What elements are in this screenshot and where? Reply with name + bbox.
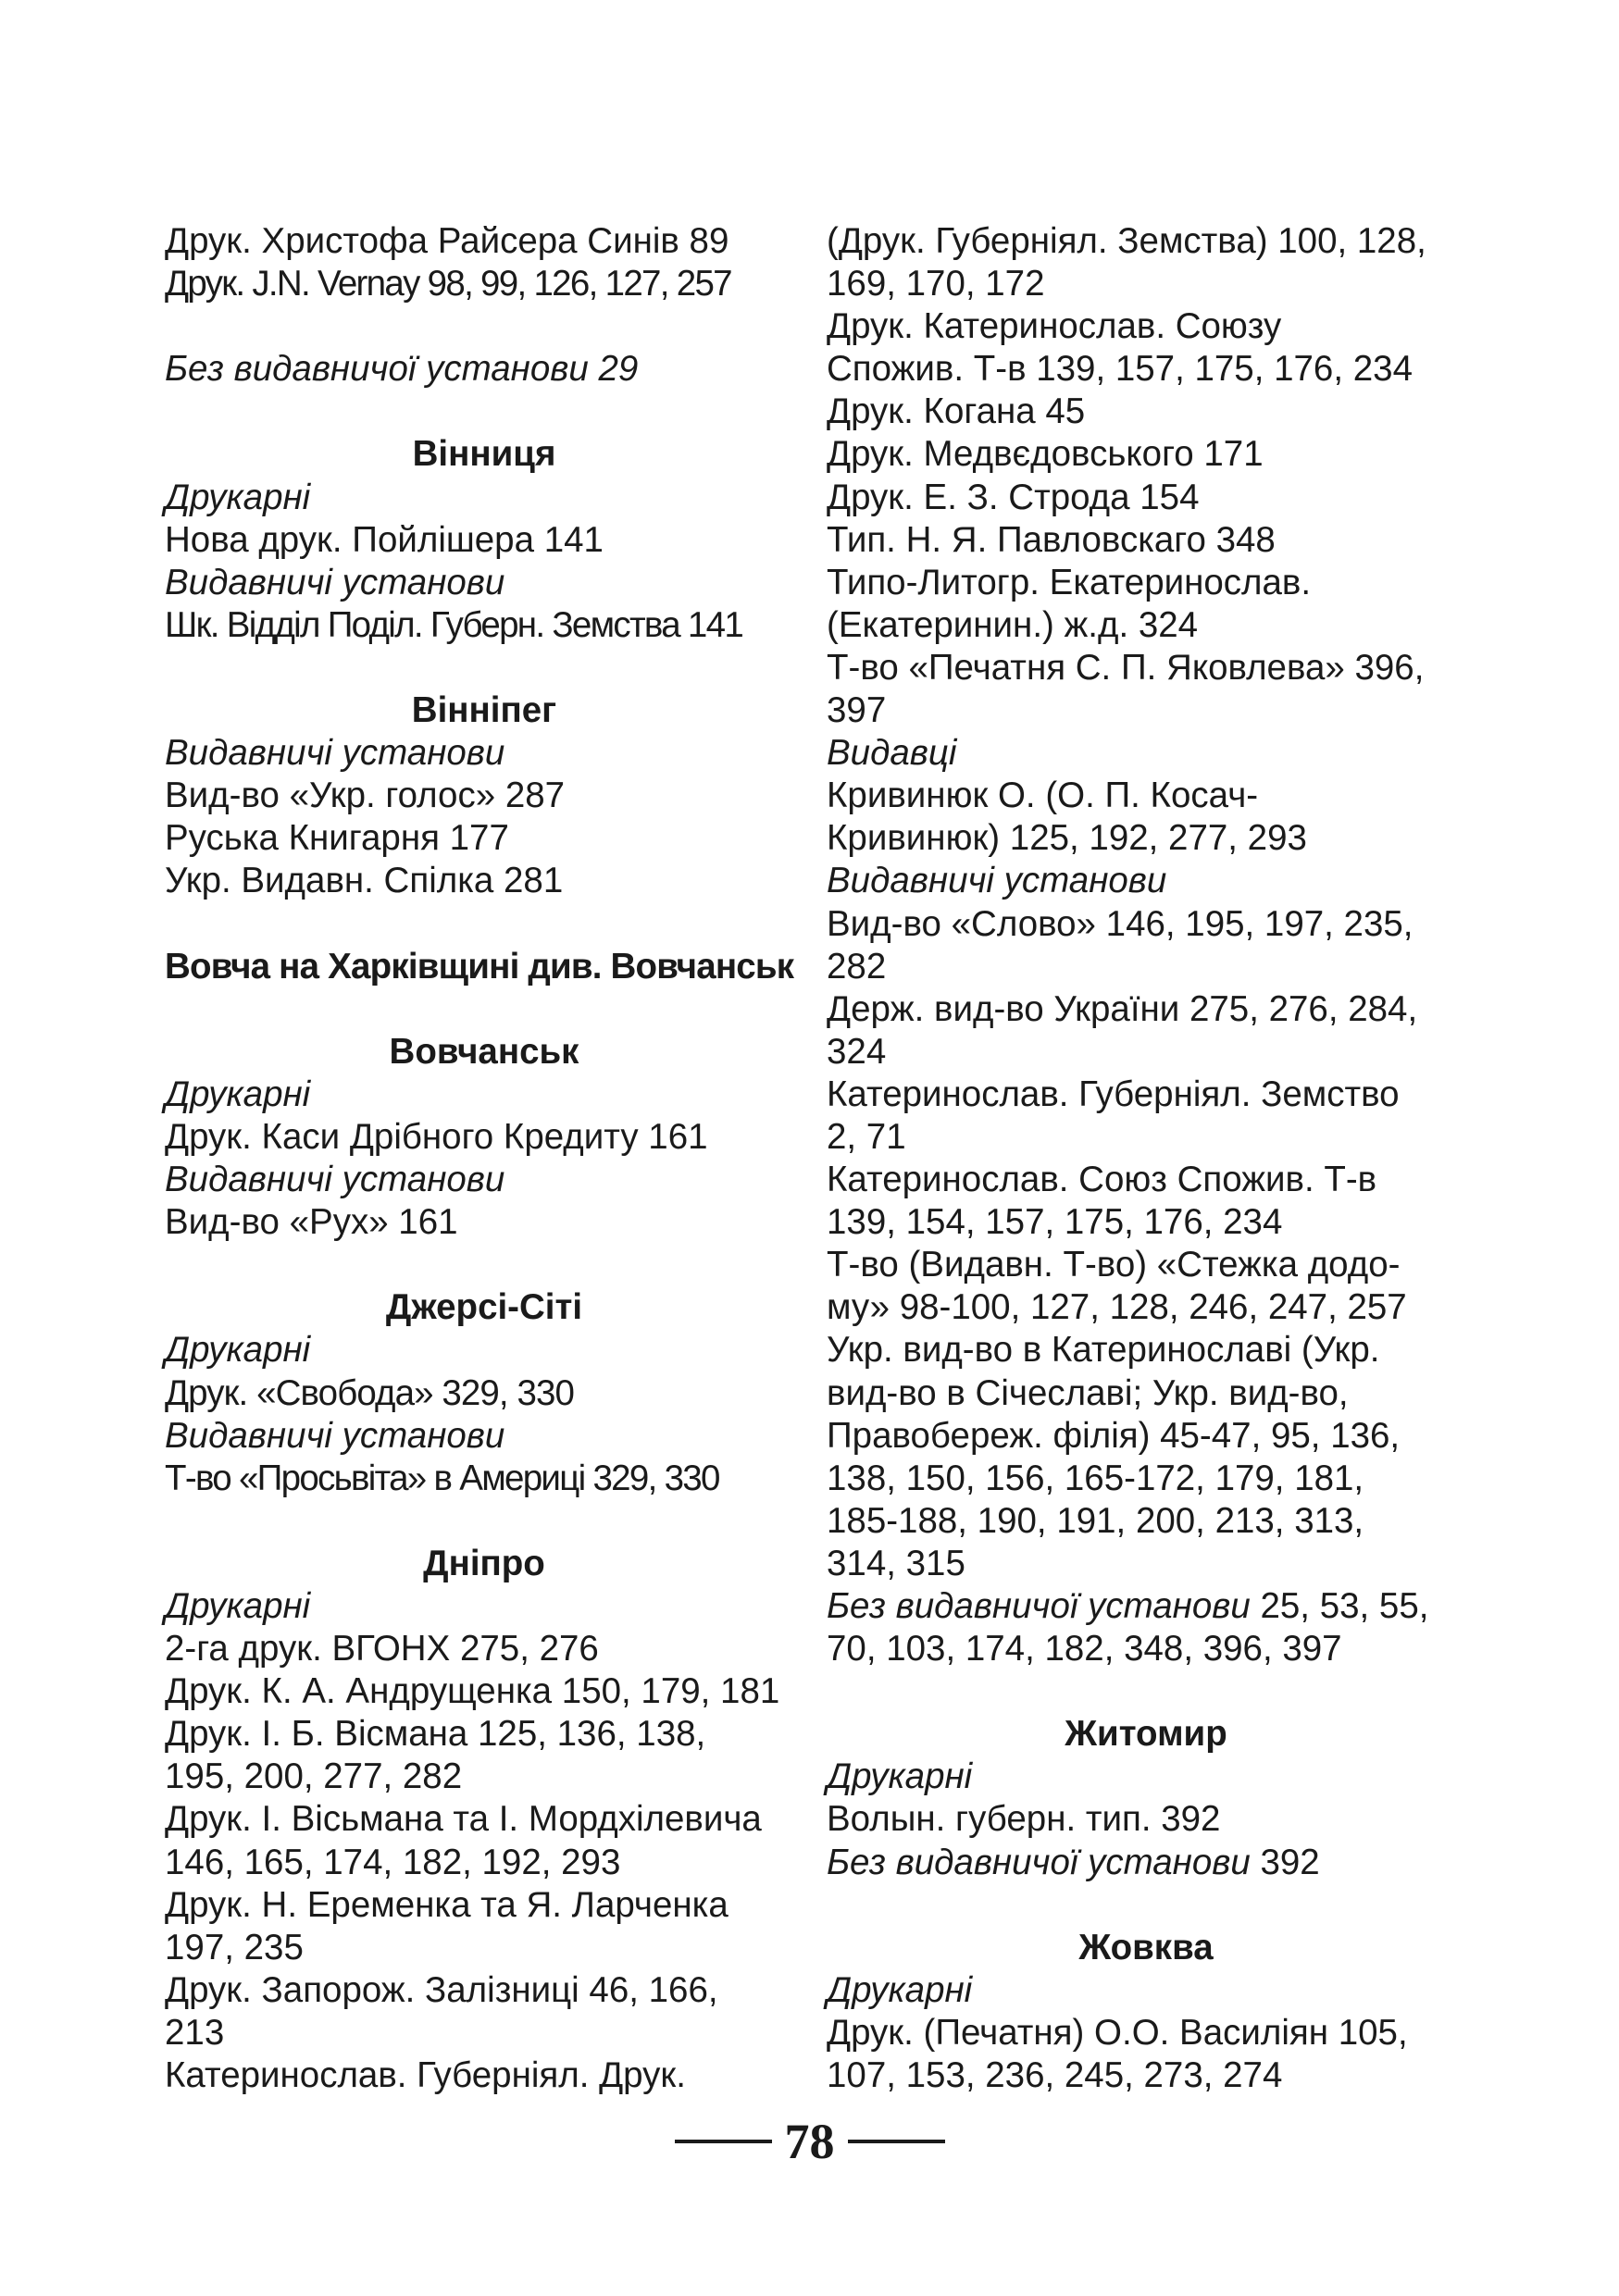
page-footer (0, 2113, 1619, 2170)
index-entry: Катеринослав. Союз Спожив. Т-в (827, 1160, 1377, 1200)
index-entry: Друк. Когана 45 (827, 391, 1086, 432)
index-entry: Друк. «Свобода» 329, 330 (165, 1372, 575, 1413)
index-entry: Держ. вид-во України 275, 276, 284, (827, 988, 1418, 1029)
index-entry: (Друк. Губерніял. Земства) 100, 128, (827, 221, 1426, 261)
index-entry: (Екатеринин.) ж.д. 324 (827, 604, 1199, 645)
index-entry: Волын. губерн. тип. 392 (827, 1799, 1221, 1840)
index-entry (827, 1585, 1465, 1628)
index-entry: Вид-во «Слово» 146, 195, 197, 235, (827, 903, 1414, 944)
index-entry: Т-во «Печатня С. П. Яковлева» 396, (827, 647, 1425, 688)
index-entry: 2, 71 (827, 1116, 906, 1157)
index-entry: Кривинюк) 125, 192, 277, 293 (827, 818, 1307, 859)
spacer (165, 391, 803, 433)
place-heading: Вовча на Харківщині див. Вовчанськ (165, 946, 794, 987)
index-entry: Кривинюк О. (О. П. Косач- (827, 776, 1259, 816)
index-entry: Укр. Видавн. Спілка 281 (165, 861, 564, 901)
category-label: Друкарні (827, 1756, 973, 1797)
index-entry: 2-га друк. ВГОНХ 275, 276 (165, 1629, 599, 1669)
index-entry: 185-188, 190, 191, 200, 213, 313, (827, 1500, 1364, 1541)
index-entry: Друк. Е. З. Строда 154 (827, 477, 1200, 517)
spacer (165, 647, 803, 689)
index-entry: 324 (827, 1031, 887, 1072)
index-entry: Катеринослав. Губерніял. Земство (827, 1074, 1400, 1114)
page-number: 78 (784, 2114, 835, 2169)
category-label: Видавничі установи (165, 1160, 505, 1200)
index-entry: Друк. J.N. Vernay 98, 99, 126, 127, 257 (165, 264, 731, 304)
footer-rule-right (848, 2140, 945, 2143)
index-entry: Шк. Відділ Поділ. Губерн. Земства 141 (165, 604, 743, 645)
index-entry: Друк. І. Вісьмана та І. Мордхілевича (165, 1799, 762, 1840)
place-heading: Вінниця (412, 434, 556, 475)
index-entry: Типо-Литогр. Екатеринослав. (827, 562, 1312, 602)
spacer (165, 988, 803, 1031)
index-entry: Вид-во «Укр. голос» 287 (165, 776, 566, 816)
category-label: Видавничі установи (827, 861, 1167, 901)
index-entry: Катеринослав. Губерніял. Друк. (165, 2055, 686, 2096)
index-entry: 195, 200, 277, 282 (165, 1756, 463, 1797)
index-entry: Нова друк. Пойлішера 141 (165, 519, 604, 560)
index-entry: 138, 150, 156, 165-172, 179, 181, (827, 1458, 1364, 1498)
index-entry: Друк. (Печатня) О.О. Василіян 105, (827, 2012, 1408, 2053)
index-entry: 146, 165, 174, 182, 192, 293 (165, 1842, 621, 1882)
spacer (827, 1670, 1465, 1713)
index-entry: Руська Книгарня 177 (165, 818, 509, 859)
index-entry: 107, 153, 236, 245, 273, 274 (827, 2055, 1283, 2096)
category-label: Видавничі установи (165, 562, 505, 602)
index-entry: Друк. К. А. Андрущенка 150, 179, 181 (165, 1671, 780, 1712)
index-entry: Друк. Медвєдовського 171 (827, 434, 1264, 475)
index-entry: 397 (827, 690, 887, 731)
index-entry: Т-во «Просьвіта» в Америці 329, 330 (165, 1458, 719, 1498)
index-entry: 282 (827, 946, 887, 987)
category-label: Друкарні (165, 1330, 311, 1371)
index-entry: 213 (165, 2012, 225, 2053)
place-heading: Дніпро (423, 1543, 545, 1583)
category-label: Без видавничої установи 29 (165, 349, 639, 390)
spacer (165, 305, 803, 348)
entry-pages: 25, 53, 55, (1260, 1586, 1429, 1626)
index-entry: Спожив. Т-в 139, 157, 175, 176, 234 (827, 349, 1413, 390)
spacer (165, 1500, 803, 1543)
right-column (827, 220, 1465, 2097)
index-entry: Тип. Н. Я. Павловскаго 348 (827, 519, 1276, 560)
index-entry: Друк. І. Б. Вісмана 125, 136, 138, (165, 1714, 706, 1755)
index-entry: 197, 235 (165, 1927, 304, 1967)
index-entry: 139, 154, 157, 175, 176, 234 (827, 1202, 1283, 1243)
index-entry: Друк. Запорож. Залізниці 46, 166, (165, 1969, 718, 2010)
footer-rule-left (675, 2140, 772, 2143)
place-heading: Вовчанськ (389, 1031, 579, 1072)
index-entry: 314, 315 (827, 1543, 965, 1583)
index-entry: Друк. Н. Еременка та Я. Ларченка (165, 1884, 729, 1925)
index-entry: Друк. Христофа Райсера Синів 89 (165, 221, 729, 261)
place-heading: Джерсі-Сіті (385, 1287, 583, 1328)
category-label: Видавничі установи (165, 733, 505, 774)
category-label: Друкарні (165, 1074, 311, 1114)
entry-label: Без видавничої установи (827, 1586, 1251, 1626)
category-label: Видавці (827, 733, 957, 774)
place-heading: Вінніпег (411, 690, 557, 731)
entry-label: Без видавничої установи (827, 1842, 1251, 1882)
index-entry: Друк. Каси Дрібного Кредиту 161 (165, 1116, 708, 1157)
category-label: Видавничі установи (165, 1415, 505, 1456)
category-label: Друкарні (165, 477, 311, 517)
index-entry: Укр. вид-во в Катеринославі (Укр. (827, 1330, 1380, 1371)
index-entry: Правобереж. філія) 45-47, 95, 136, (827, 1415, 1401, 1456)
spacer (827, 1884, 1465, 1927)
index-entry: Друк. Катеринослав. Союзу (827, 306, 1282, 347)
category-label: Друкарні (165, 1586, 311, 1626)
entry-pages: 392 (1260, 1842, 1320, 1882)
index-entry: вид-во в Січеславі; Укр. вид-во, (827, 1372, 1349, 1413)
index-entry (827, 1842, 1465, 1884)
index-entry: 70, 103, 174, 182, 348, 396, 397 (827, 1629, 1342, 1669)
left-column (165, 220, 803, 2097)
place-heading: Житомир (1065, 1714, 1227, 1755)
index-entry: 169, 170, 172 (827, 264, 1045, 304)
index-entry: му» 98-100, 127, 128, 246, 247, 257 (827, 1287, 1407, 1328)
spacer (165, 903, 803, 946)
category-label: Друкарні (827, 1969, 973, 2010)
place-heading: Жовква (1078, 1927, 1214, 1967)
spacer (165, 1244, 803, 1286)
index-entry: Т-во (Видавн. Т-во) «Стежка додо- (827, 1245, 1401, 1285)
index-entry: Вид-во «Рух» 161 (165, 1202, 458, 1243)
